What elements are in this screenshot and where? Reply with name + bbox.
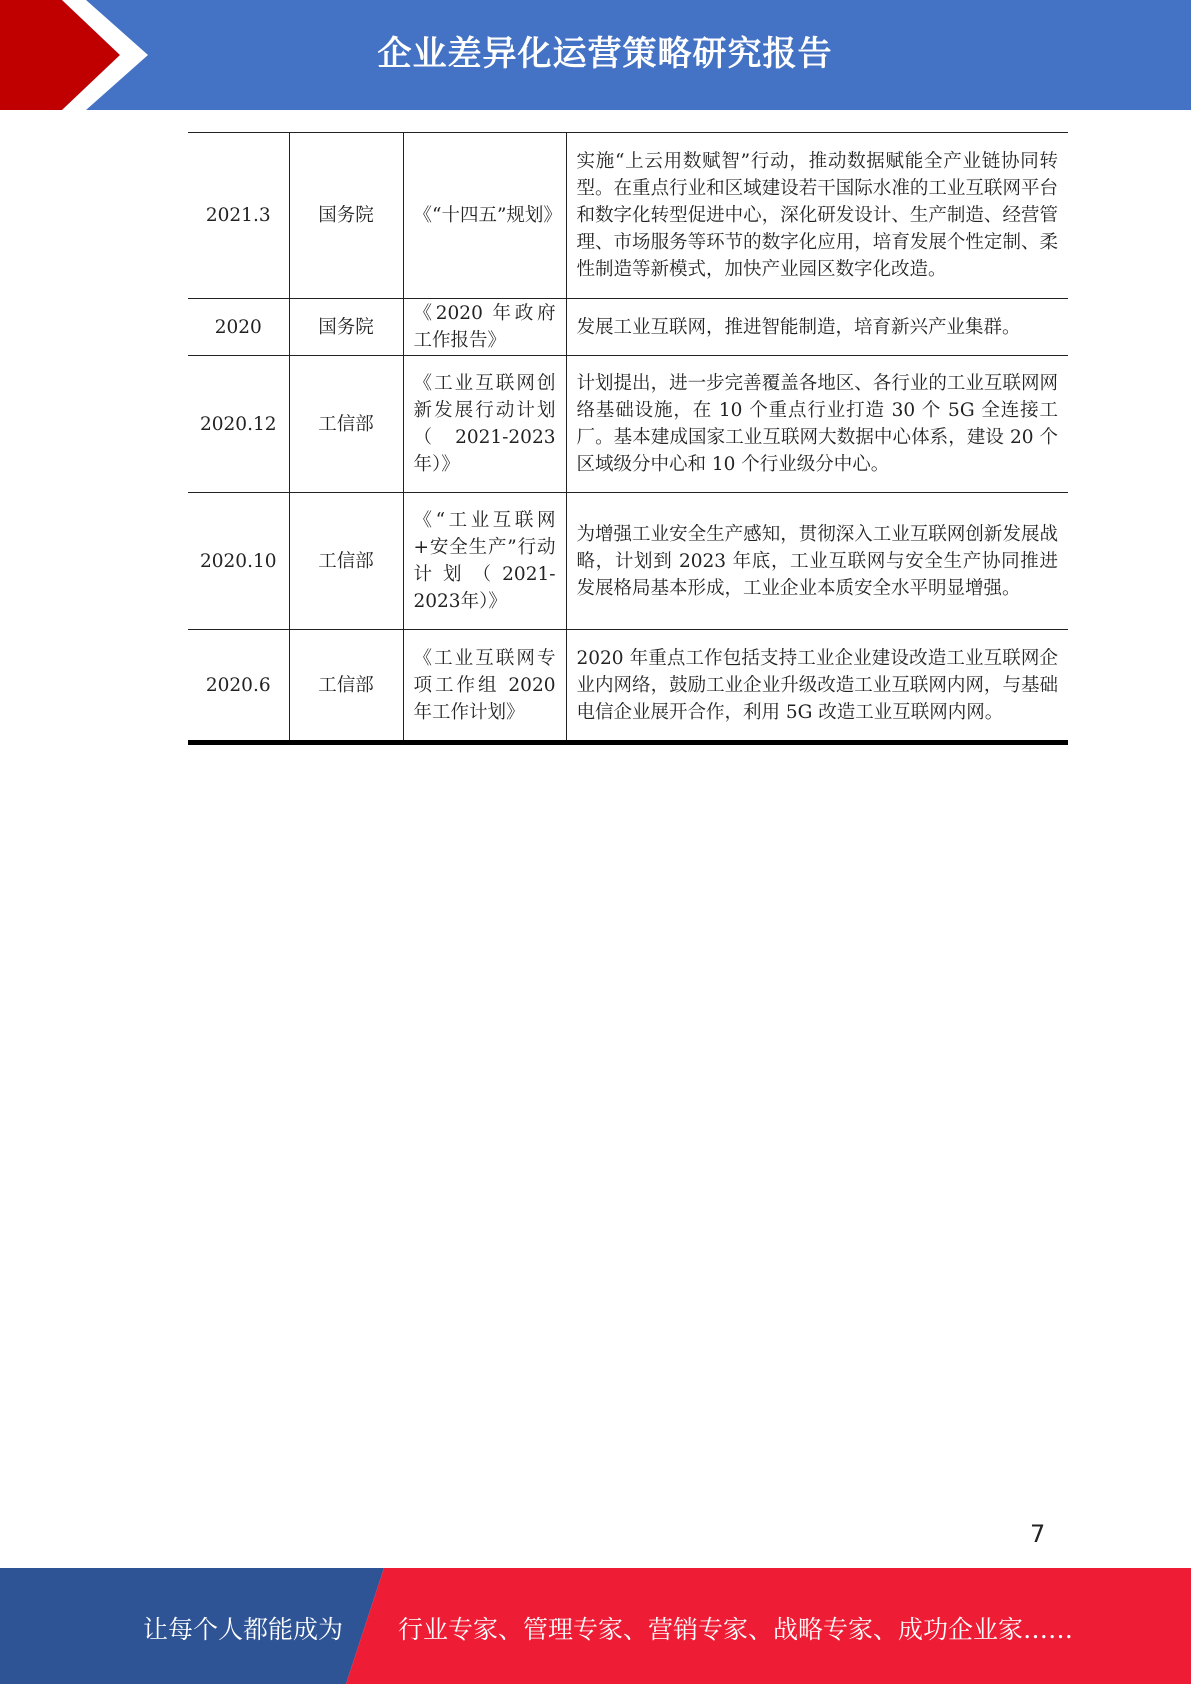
footer-slogan-left: 让每个人都能成为 — [143, 1615, 344, 1644]
policy-table — [188, 132, 1068, 745]
table-row — [188, 493, 1068, 630]
page-footer — [0, 1568, 1191, 1684]
org-cell: 国务院 — [289, 299, 403, 356]
org-cell: 工信部 — [289, 630, 403, 743]
table-row — [188, 356, 1068, 493]
footer-slogan-right: 行业专家、管理专家、营销专家、战略专家、成功企业家…… — [398, 1615, 1074, 1644]
table-row — [188, 299, 1068, 356]
document-cell: 《“工业互联网+安全生产”行动计划（2021-2023年）》 — [403, 493, 566, 630]
table-row — [188, 133, 1068, 299]
table-row — [188, 630, 1068, 743]
org-cell: 工信部 — [289, 356, 403, 493]
description-cell: 实施“上云用数赋智”行动，推动数据赋能全产业链协同转型。在重点行业和区域建设若干国际水准的工业互联网平台和数字化转型促进中心，深化研发设计、生产制造、经营管理、市场服务等环节的数字化应用，培育发展个性定制、柔性制造等新模式，加快产业园区数字化改造。 — [566, 133, 1068, 299]
chevron-arrow-icon — [0, 0, 160, 110]
page-number: 7 — [1030, 1520, 1046, 1548]
org-cell: 国务院 — [289, 133, 403, 299]
description-cell: 2020 年重点工作包括支持工业企业建设改造工业互联网企业内网络，鼓励工业企业升级改造工业互联网内网，与基础电信企业展开合作，利用 5G 改造工业互联网内网。 — [566, 630, 1068, 743]
description-cell: 发展工业互联网，推进智能制造，培育新兴产业集群。 — [566, 299, 1068, 356]
document-cell: 《工业互联网创新发展行动计划（2021-2023年）》 — [403, 356, 566, 493]
date-cell: 2020.6 — [188, 630, 289, 743]
org-cell: 工信部 — [289, 493, 403, 630]
document-cell: 《工业互联网专项工作组 2020 年工作计划》 — [403, 630, 566, 743]
document-cell: 《2020 年政府工作报告》 — [403, 299, 566, 356]
page-header — [0, 0, 1191, 110]
date-cell: 2020.10 — [188, 493, 289, 630]
date-cell: 2020.12 — [188, 356, 289, 493]
description-cell: 为增强工业安全生产感知，贯彻深入工业互联网创新发展战略，计划到 2023 年底，工业互联网与安全生产协同推进发展格局基本形成，工业企业本质安全水平明显增强。 — [566, 493, 1068, 630]
document-cell: 《“十四五”规划》 — [403, 133, 566, 299]
date-cell: 2021.3 — [188, 133, 289, 299]
report-title: 企业差异化运营策略研究报告 — [377, 34, 833, 74]
description-cell: 计划提出，进一步完善覆盖各地区、各行业的工业互联网网络基础设施，在 10 个重点行业打造 30 个 5G 全连接工厂。基本建成国家工业互联网大数据中心体系，建设 20 个区域级分中心和 10 个行业级分中心。 — [566, 356, 1068, 493]
date-cell: 2020 — [188, 299, 289, 356]
